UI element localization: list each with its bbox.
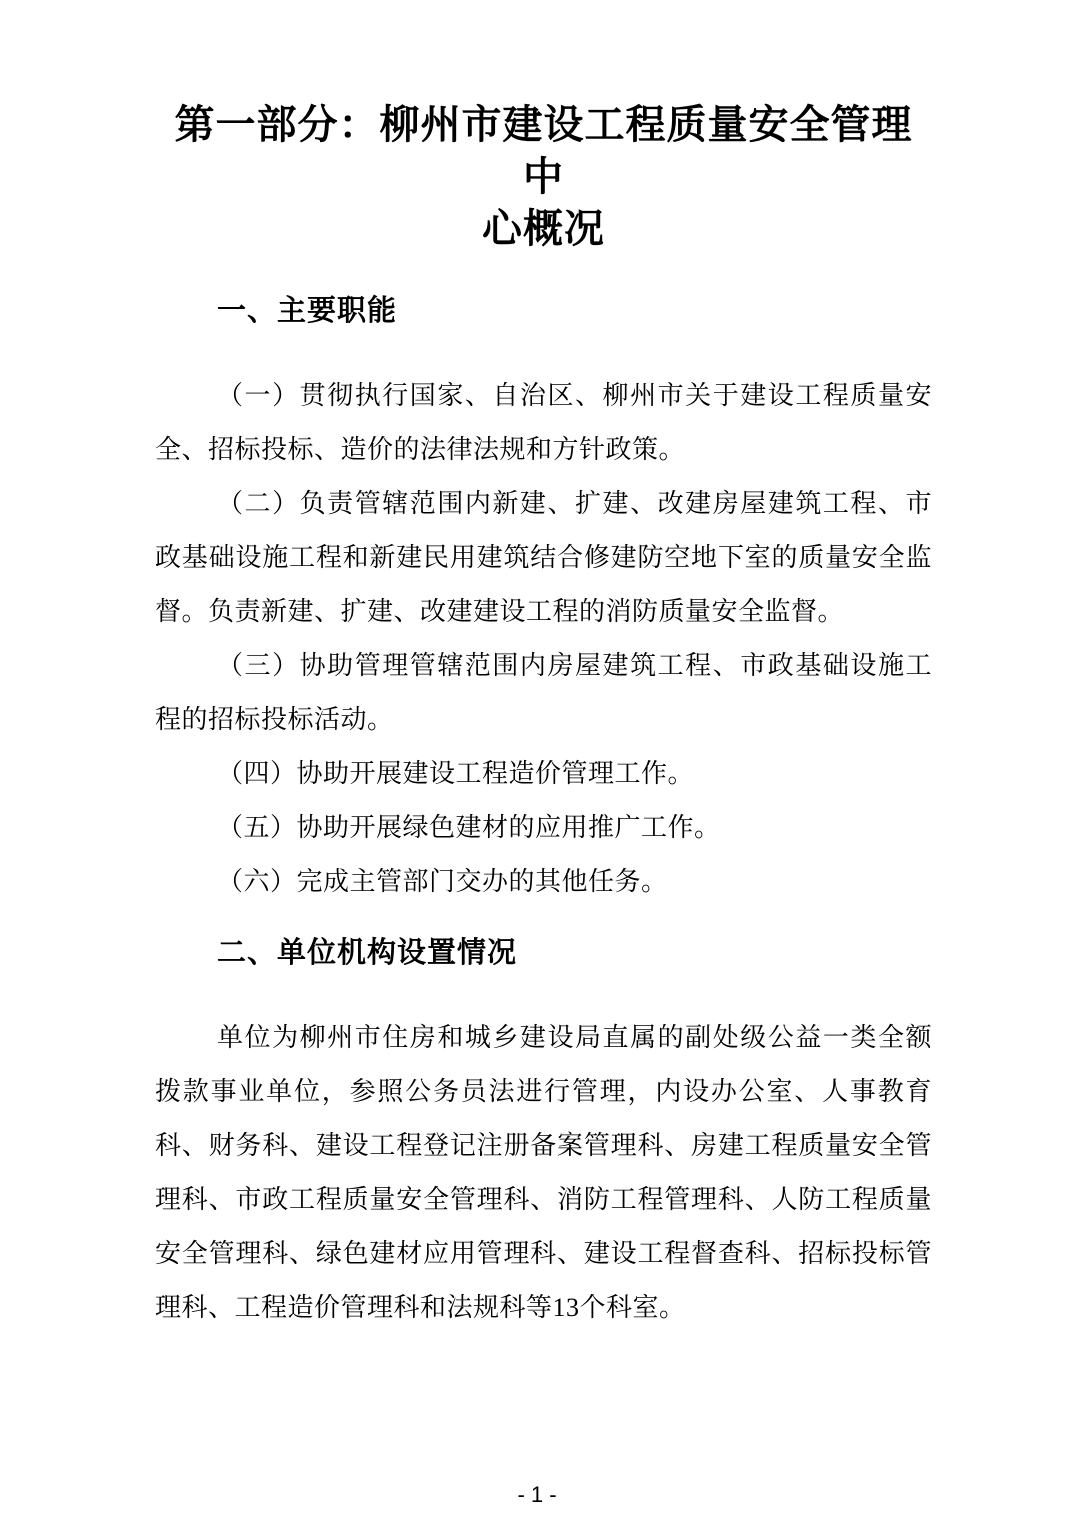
paragraph-function-2: （二）负责管辖范围内新建、扩建、改建房屋建筑工程、市政基础设施工程和新建民用建筑结合修建防空地下室的质量安全监督。负责新建、扩建、改建建设工程的消防质量安全监督。 (155, 489, 932, 626)
paragraph-function-4: （四）协助开展建设工程造价管理工作。 (217, 759, 695, 788)
paragraph-function-5: （五）协助开展绿色建材的应用推广工作。 (217, 813, 721, 842)
paragraph-function-6: （六）完成主管部门交办的其他任务。 (217, 867, 668, 896)
page-title (155, 99, 932, 255)
page-number: - 1 - (517, 1482, 557, 1507)
paragraph-function-1: （一）贯彻执行国家、自治区、柳州市关于建设工程质量安全、招标投标、造价的法律法规和方针政策。 (155, 381, 932, 464)
paragraph-function-3: （三）协助管理管辖范围内房屋建筑工程、市政基础设施工程的招标投标活动。 (155, 651, 932, 734)
section-heading-organization-setup: 二、单位机构设置情况 (217, 937, 518, 969)
paragraph-organization: 单位为柳州市住房和城乡建设局直属的副处级公益一类全额拨款事业单位，参照公务员法进行管理，内设办公室、人事教育科、财务科、建设工程登记注册备案管理科、房建工程质量安全管理科、市政工程质量安全管理科、消防工程管理科、人防工程质量安全管理科、绿色建材应用管理科、建设工程督查科、招标投标管理科、工程造价管理科和法规科等13个科室。 (155, 1023, 932, 1322)
section-heading-main-functions: 一、主要职能 (217, 295, 398, 327)
page-title-line-1: 第一部分：柳州市建设工程质量安全管理中 (174, 103, 913, 199)
page-title-line-2: 心概况 (482, 207, 605, 251)
